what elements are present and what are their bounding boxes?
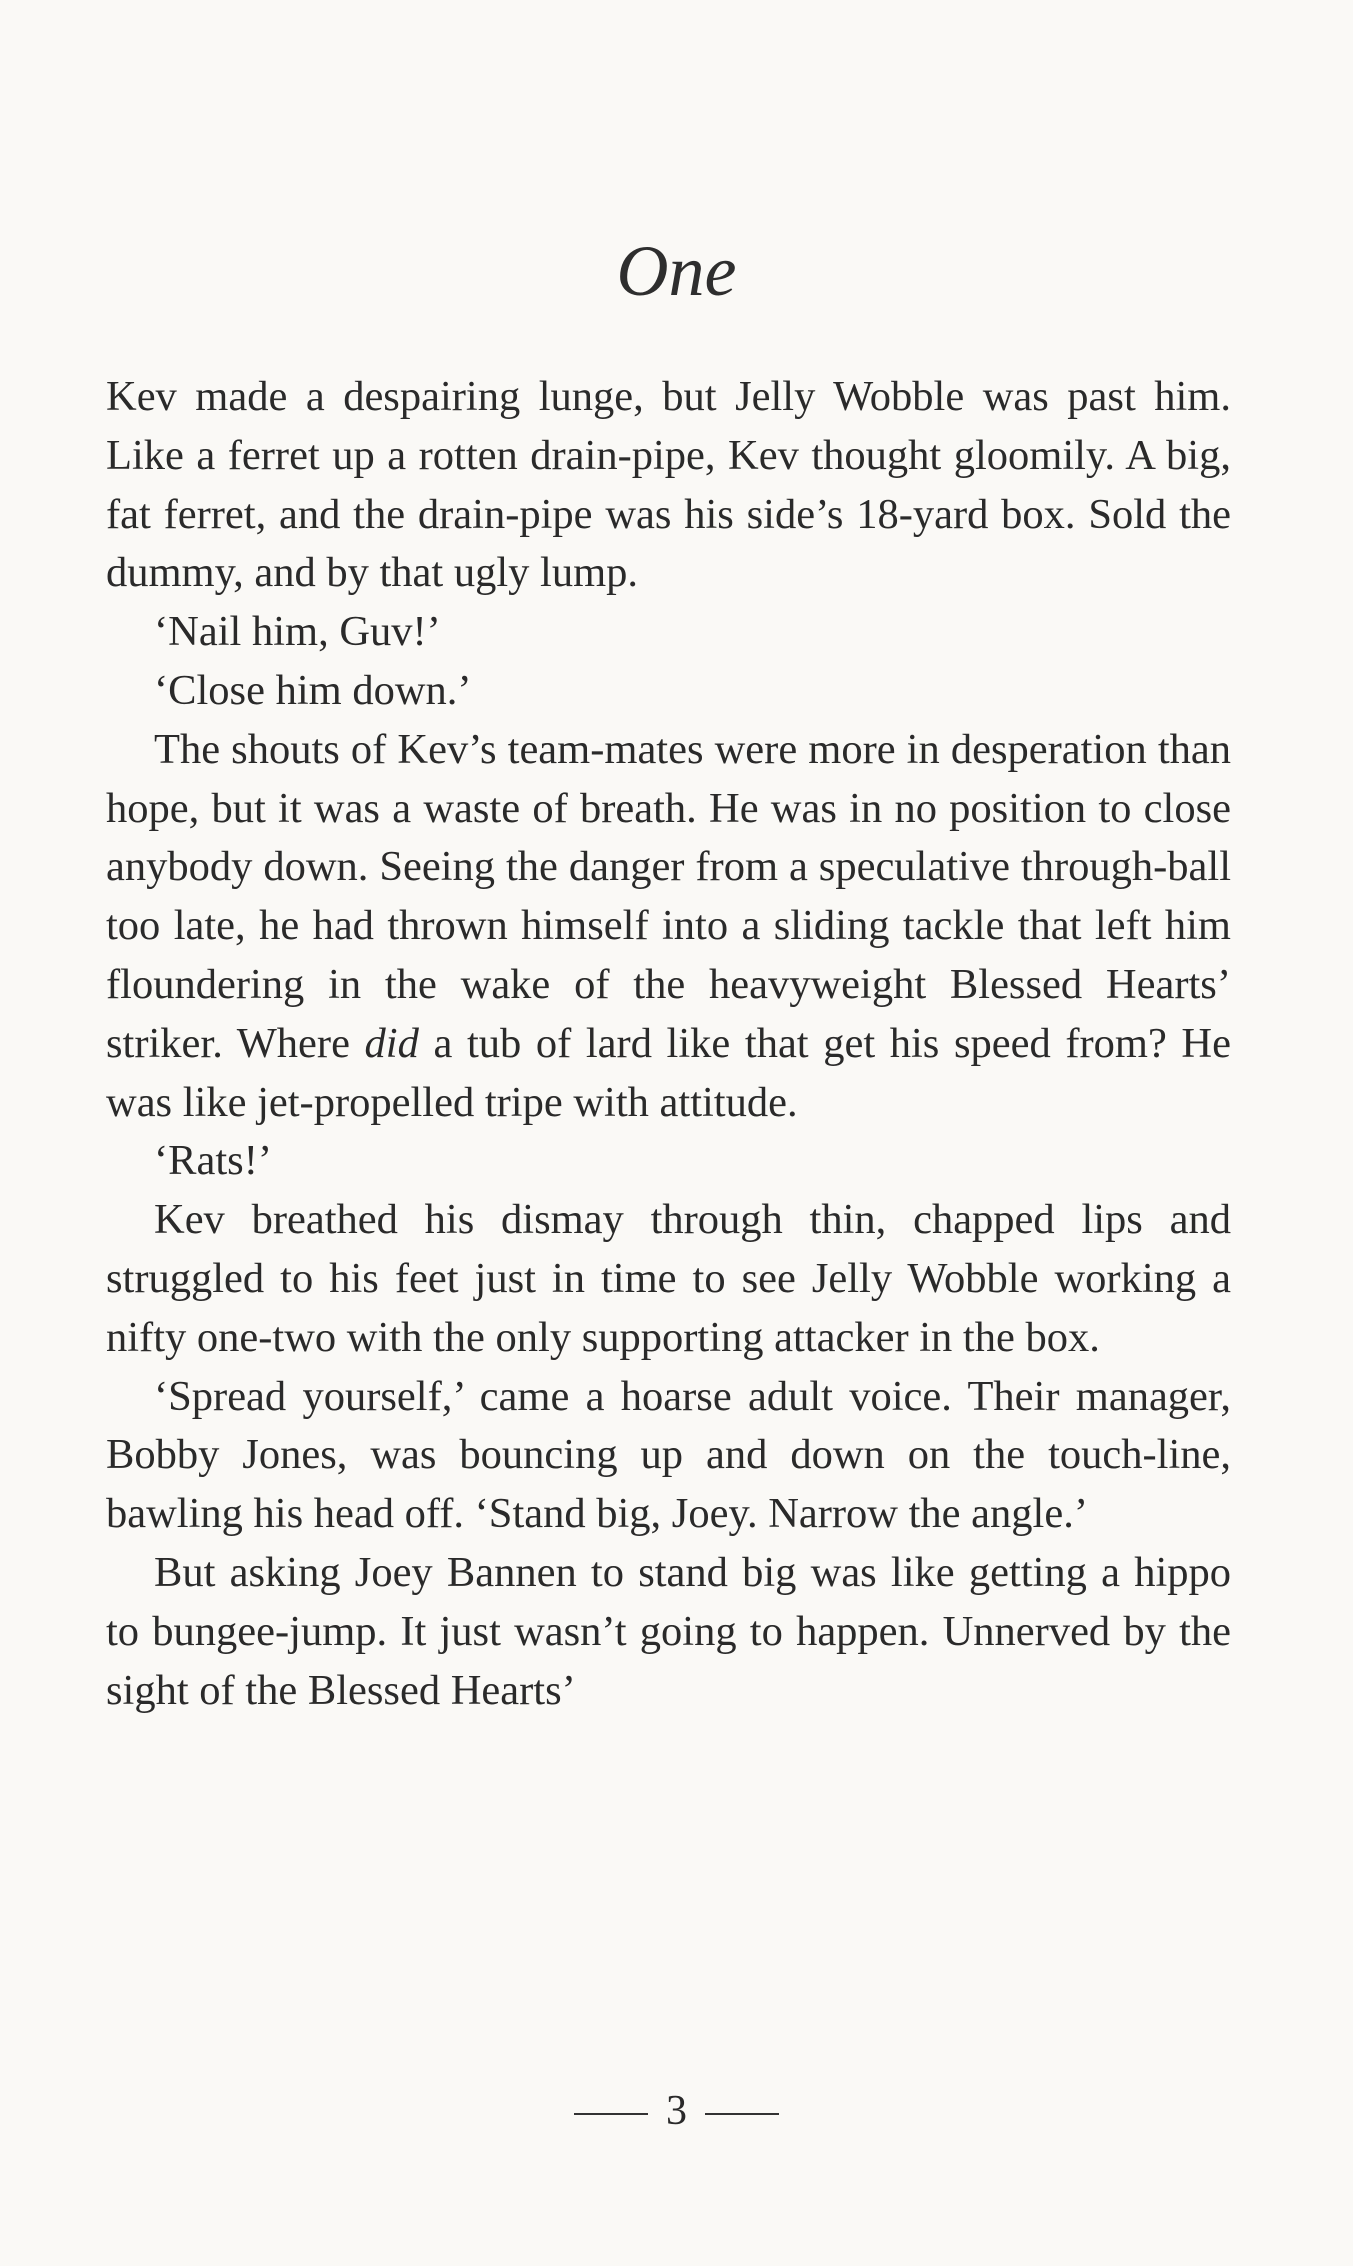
page-number: 3 [666,2088,687,2134]
paragraph: But asking Joey Bannen to stand big was like getting a hippo to bungee-jump. It just wasn’t going to happen. Unnerved by the sight of the Blessed Hearts’ [106,1548,1231,1714]
paragraph: Kev breathed his dismay through thin, chapped lips and struggled to his feet just in time to see Jelly Wobble working a nifty one-two with the only supporting attacker in the box. [106,1196,1231,1361]
paragraph: ‘Rats!’ [154,1137,273,1185]
chapter-body [106,368,1231,1720]
paragraph: Kev made a despairing lunge, but Jelly Wobble was past him. Like a ferret up a rotten drain-pipe, Kev thought gloomily. A big, fat ferret, and the drain-pipe was his side’s 18-yard box. Sold the dummy, and by that ugly lump. [106,373,1231,597]
folio-dash-left [574,2113,648,2115]
paragraph: ‘Close him down.’ [154,666,472,714]
paragraph: The shouts of Kev’s team-mates were more in desperation than hope, but it was a waste of breath. He was in no position to close anybody down. Seeing the danger from a speculative through-ball too late, he had thrown himself into a sliding tackle that left him floundering in the wake of the heavyweight Blessed Hearts’ striker. Where did a tub of lard like that get his speed from? He was like jet-propelled tripe with attitude. [106,725,1231,1126]
paragraph: ‘Spread yourself,’ came a hoarse adult voice. Their manager, Bobby Jones, was bouncing up and down on the touch-line, bawling his head off. ‘Stand big, Joey. Narrow the angle.’ [106,1372,1231,1538]
folio-dash-right [705,2113,779,2115]
emphasis: did [364,1019,419,1067]
chapter-title: One [616,231,737,311]
page-number-footer [0,2083,1353,2139]
paragraph: ‘Nail him, Guv!’ [154,608,441,656]
